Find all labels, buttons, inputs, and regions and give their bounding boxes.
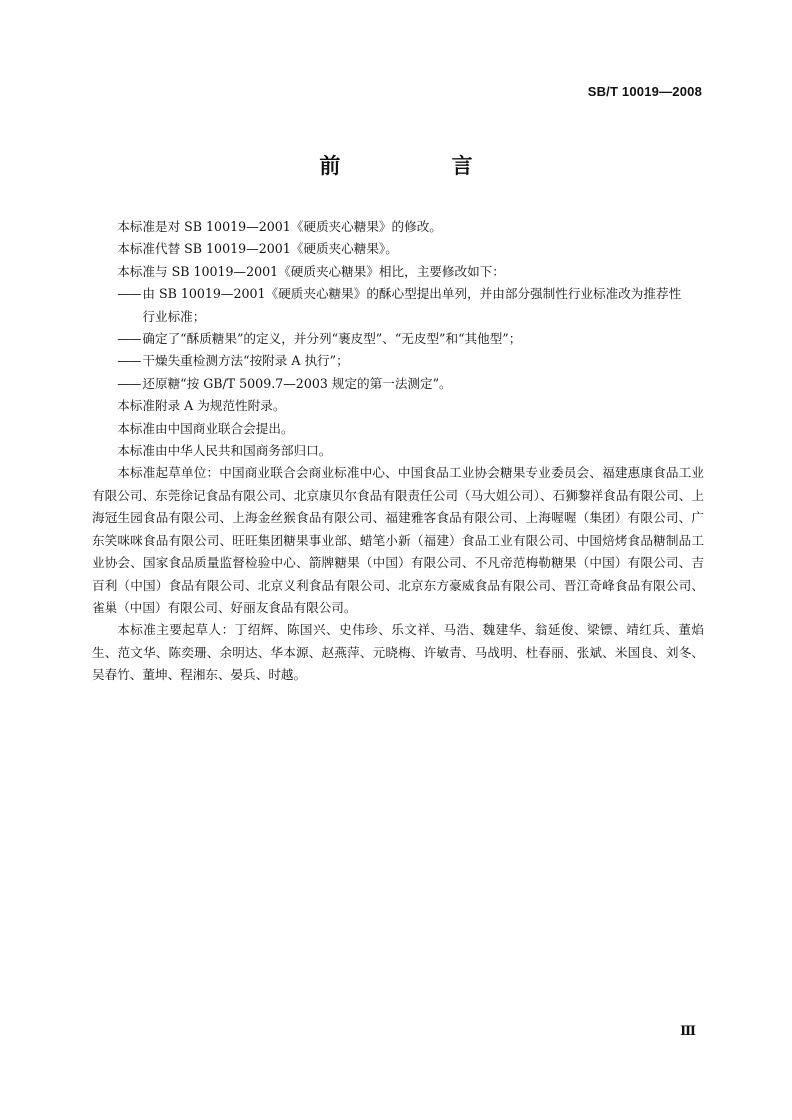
dash-mark: —— bbox=[117, 375, 141, 391]
change-item-text: 由 SB 10019—2001《硬质夹心糖果》的酥心型提出单列，并由部分强制性行业标准改为推荐性 bbox=[142, 286, 682, 302]
page-title: 前 言 bbox=[319, 153, 525, 178]
paragraph-drafters: 本标准主要起草人：丁绍辉、陈国兴、史伟珍、乐文祥、马浩、魏建华、翁延俊、梁镖、靖红兵、董焰生、范文华、陈奕珊、余明达、华本源、赵燕萍、元晓梅、许敏青、马战明、杜春丽、张斌、米国良、刘冬、吴春竹、董坤、程湘东、晏兵、时越。 bbox=[92, 622, 704, 683]
paragraph-changes-intro: 本标准与 SB 10019—2001《硬质夹心糖果》相比，主要修改如下： bbox=[117, 263, 505, 279]
dash-mark: —— bbox=[117, 286, 141, 302]
dash-mark: —— bbox=[117, 353, 141, 369]
change-item-2 bbox=[92, 328, 704, 350]
change-item-4 bbox=[92, 373, 704, 395]
paragraph-replaces: 本标准代替 SB 10019—2001《硬质夹心糖果》。 bbox=[117, 241, 398, 257]
change-item-3 bbox=[92, 350, 704, 372]
paragraph-appendix: 本标准附录 A 为规范性附录。 bbox=[117, 398, 286, 414]
paragraph-revision: 本标准是对 SB 10019—2001《硬质夹心糖果》的修改。 bbox=[117, 219, 442, 234]
paragraph-administered-by: 本标准由中华人民共和国商务部归口。 bbox=[117, 443, 332, 459]
change-item-text: 还原糖“按 GB/T 5009.7—2003 规定的第一法测定”。 bbox=[142, 375, 452, 391]
change-item-1-continued: 行业标准； bbox=[142, 308, 206, 324]
page-number: Ⅲ bbox=[680, 1024, 696, 1039]
paragraph-drafting-units: 本标准起草单位：中国商业联合会商业标准中心、中国食品工业协会糖果专业委员会、福建惠康食品工业有限公司、东莞徐记食品有限公司、北京康贝尔食品有限责任公司（马大姐公司）、石狮黎祥食品有限公司、上海冠生园食品有限公司、上海金丝猴食品有限公司、福建雅客食品有限公司、上海喔喔（集团）有限公司、广东笑咪咪食品有限公司、旺旺集团糖果事业部、蜡笔小新（福建）食品工业有限公司、中国焙烤食品糖制品工业协会、国家食品质量监督检验中心、箭牌糖果（中国）有限公司、不凡帝范梅勒糖果（中国）有限公司、吉百利（中国）食品有限公司、北京义利食品有限公司、北京东方豪威食品有限公司、晋江奇峰食品有限公司、雀巢（中国）有限公司、好丽友食品有限公司。 bbox=[92, 465, 704, 615]
change-item-text: 确定了“酥质糖果”的定义，并分列“裹皮型”、“无皮型”和“其他型”； bbox=[142, 331, 522, 347]
dash-mark: —— bbox=[117, 331, 141, 347]
change-item-text: 干燥失重检测方法“按附录 A 执行”； bbox=[142, 353, 349, 369]
change-item-1 bbox=[92, 283, 704, 305]
paragraph-proposed-by: 本标准由中国商业联合会提出。 bbox=[117, 420, 294, 436]
standard-code: SB/T 10019—2008 bbox=[587, 84, 702, 99]
foreword-body bbox=[92, 216, 704, 687]
